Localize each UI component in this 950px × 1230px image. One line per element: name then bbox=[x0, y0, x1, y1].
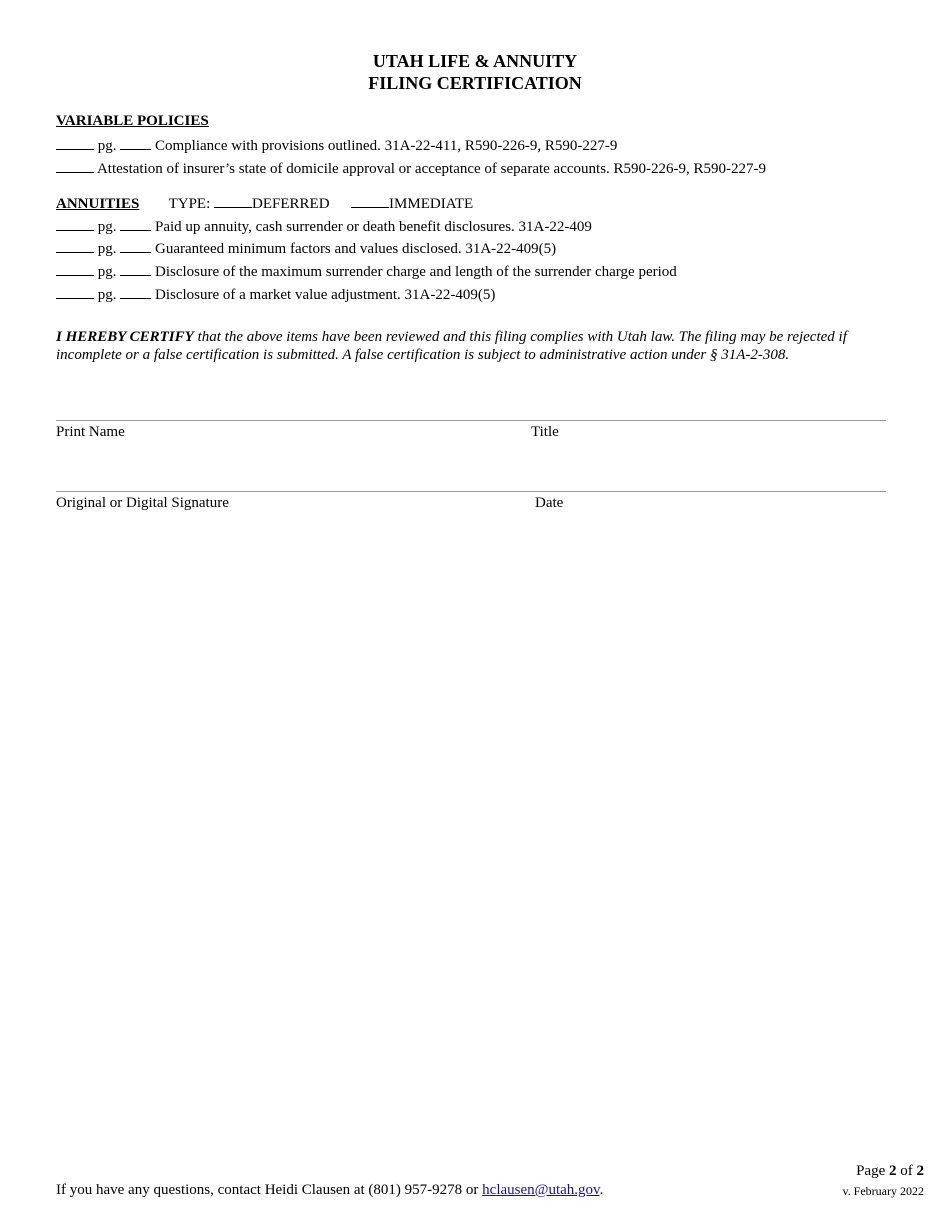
immediate-label: IMMEDIATE bbox=[389, 196, 474, 212]
deferred-label: DEFERRED bbox=[252, 196, 330, 212]
annuity-item-4 bbox=[56, 284, 495, 304]
pg-label: pg. bbox=[97, 219, 117, 235]
form-title-line-1: UTAH LIFE & ANNUITY bbox=[372, 51, 578, 71]
check-blank[interactable] bbox=[56, 284, 94, 299]
page-blank[interactable] bbox=[120, 238, 151, 253]
annuities-heading: ANNUITIES bbox=[56, 196, 140, 212]
page-blank[interactable] bbox=[120, 284, 151, 299]
annuities-header bbox=[56, 193, 473, 213]
signature-label: Original or Digital Signature bbox=[56, 495, 229, 511]
print-name-title-line[interactable] bbox=[56, 420, 886, 421]
contact-period: . bbox=[599, 1182, 604, 1198]
item-text: Compliance with provisions outlined. 31A-22-411, R590-226-9, R590-227-9 bbox=[155, 138, 618, 154]
type-label: TYPE: bbox=[168, 196, 211, 212]
signature-date-line[interactable] bbox=[56, 491, 886, 492]
page-blank[interactable] bbox=[120, 216, 151, 231]
certify-lead: I HEREBY CERTIFY bbox=[56, 329, 194, 345]
item-text: Disclosure of a market value adjustment. 31A-22-409(5) bbox=[155, 287, 496, 303]
check-blank[interactable] bbox=[56, 158, 94, 173]
pg-label: pg. bbox=[97, 264, 117, 280]
page-current: 2 bbox=[889, 1163, 897, 1179]
pg-label: pg. bbox=[97, 287, 117, 303]
contact-footer bbox=[56, 1181, 603, 1199]
check-blank[interactable] bbox=[56, 261, 94, 276]
page-number bbox=[856, 1163, 924, 1180]
title-label: Title bbox=[531, 424, 559, 440]
print-name-label: Print Name bbox=[56, 424, 125, 440]
pg-label: pg. bbox=[97, 241, 117, 257]
certify-text: that the above items have been reviewed and this filing complies with Utah law. The filing may be rejected if incomplete or a false certification is submitted. A false certification is subject to administrative action under § 31A-2-308. bbox=[56, 329, 847, 363]
annuity-item-3 bbox=[56, 261, 677, 281]
annuity-item-2 bbox=[56, 238, 556, 258]
annuity-item-1 bbox=[56, 216, 592, 236]
page-blank[interactable] bbox=[120, 261, 151, 276]
check-blank[interactable] bbox=[56, 238, 94, 253]
item-text: Disclosure of the maximum surrender charge and length of the surrender charge period bbox=[155, 264, 677, 280]
item-text: Attestation of insurer’s state of domicile approval or acceptance of separate accounts. R590-226-9, R590-227-9 bbox=[96, 161, 767, 177]
page-total: 2 bbox=[916, 1163, 924, 1179]
page-prefix: Page bbox=[856, 1163, 889, 1179]
certification-statement bbox=[56, 328, 894, 364]
check-blank[interactable] bbox=[56, 216, 94, 231]
immediate-blank[interactable] bbox=[351, 193, 389, 208]
page-blank[interactable] bbox=[120, 135, 151, 150]
pg-label: pg. bbox=[97, 138, 117, 154]
item-text: Guaranteed minimum factors and values disclosed. 31A-22-409(5) bbox=[155, 241, 557, 257]
variable-item-2 bbox=[56, 158, 766, 178]
check-blank[interactable] bbox=[56, 135, 94, 150]
deferred-blank[interactable] bbox=[214, 193, 252, 208]
form-title-line-2: FILING CERTIFICATION bbox=[368, 73, 582, 93]
variable-item-1 bbox=[56, 135, 617, 155]
date-label: Date bbox=[535, 495, 564, 511]
email-link[interactable]: hclausen@utah.gov bbox=[482, 1182, 600, 1198]
version-label: v. February 2022 bbox=[842, 1184, 924, 1198]
item-text: Paid up annuity, cash surrender or death benefit disclosures. 31A-22-409 bbox=[155, 219, 592, 235]
page-of: of bbox=[896, 1163, 917, 1179]
contact-text: If you have any questions, contact Heidi Clausen at (801) 957-9278 or bbox=[56, 1182, 483, 1198]
variable-policies-heading: VARIABLE POLICIES bbox=[56, 113, 209, 129]
